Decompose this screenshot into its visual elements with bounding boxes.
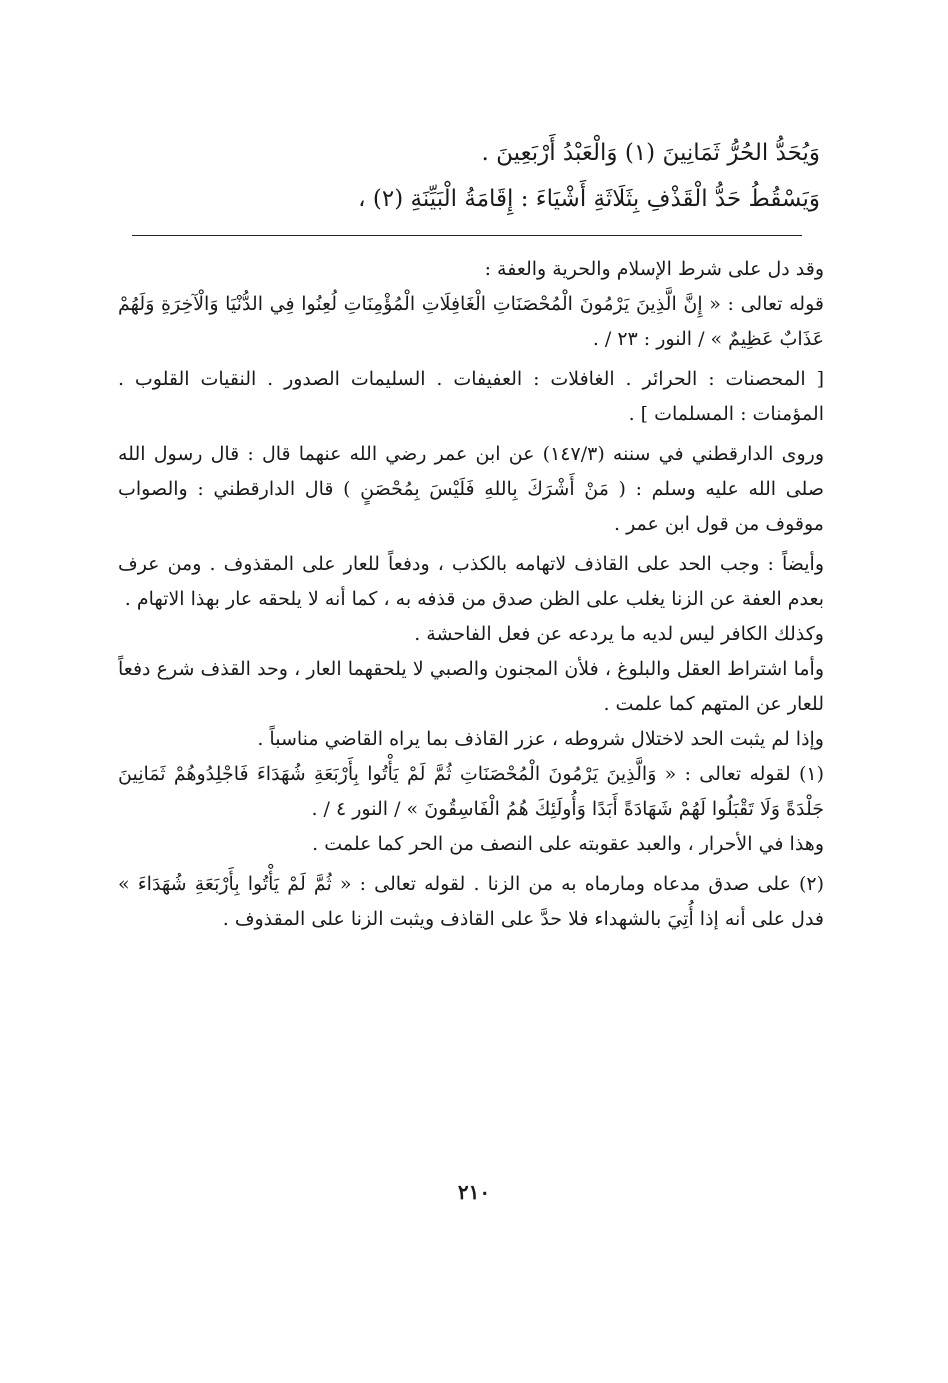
commentary-paragraph-7: وأما اشتراط العقل والبلوغ ، فلأن المجنون والصبي لا يلحقهما العار ، وحد القذف شرع دفعاً للعار عن المتهم كما علمت . [118, 658, 824, 715]
commentary-paragraph-3: [ المحصنات : الحرائر . الغافلات : العفيفات . السليمات الصدور . النقيات القلوب . المؤمنات : المسلمات ] . [118, 368, 824, 425]
matn-line-1: وَيُحَدُّ الحُرُّ ثَمَانِينَ (١) وَالْعَبْدُ أَرْبَعِينَ . [481, 140, 820, 166]
commentary-paragraph-5: وأيضاً : وجب الحد على القاذف لاتهامه بالكذب ، ودفعاً للعار على المقذوف . ومن عرف بعدم العفة عن الزنا يغلب على الظن صدق من قذفه به ، كما أنه لا يلحقه عار بهذا الاتهام . [118, 553, 824, 610]
commentary-paragraph-6: وكذلك الكافر ليس لديه ما يردعه عن فعل الفاحشة . [414, 623, 824, 645]
commentary-section [118, 252, 824, 937]
footnote-1-continuation: وهذا في الأحرار ، والعبد عقوبته على النصف من الحر كما علمت . [312, 833, 824, 855]
matn-text [120, 130, 820, 222]
commentary-paragraph-1: وقد دل على شرط الإسلام والحرية والعفة : [484, 258, 824, 280]
footnote-1: (١) لقوله تعالى : « وَالَّذِينَ يَرْمُونَ الْمُحْصَنَاتِ ثُمَّ لَمْ يَأْتُوا بِأَرْبَعَةِ شُهَدَاءَ فَاجْلِدُوهُمْ ثَمَانِينَ جَلْدَةً وَلَا تَقْبَلُوا لَهُمْ شَهَادَةً أَبَدًا وَأُولَئِكَ هُمُ الْفَاسِقُونَ » / النور ٤ / . [118, 763, 824, 820]
commentary-paragraph-2: قوله تعالى : « إِنَّ الَّذِينَ يَرْمُونَ الْمُحْصَنَاتِ الْغَافِلَاتِ الْمُؤْمِنَاتِ لُعِنُوا فِي الدُّنْيَا وَالْآخِرَةِ وَلَهُمْ عَذَابٌ عَظِيمٌ » / النور : ٢٣ / . [118, 293, 824, 350]
commentary-paragraph-4: وروى الدارقطني في سننه (١٤٧/٣) عن ابن عمر رضي الله عنهما قال : قال رسول الله صلى الله عليه وسلم : ( مَنْ أَشْرَكَ بِاللهِ فَلَيْسَ بِمُحْصَنٍ ) قال الدارقطني : والصواب موقوف من قول ابن عمر . [118, 443, 824, 535]
matn-line-2: وَيَسْقُطُ حَدُّ الْقَذْفِ بِثَلَاثَةِ أَشْيَاءَ : إِقَامَةُ الْبَيِّنَةِ (٢) ، [358, 186, 820, 212]
footnote-2: (٢) على صدق مدعاه ومارماه به من الزنا . لقوله تعالى : « ثُمَّ لَمْ يَأْتُوا بِأَرْبَعَةِ شُهَدَاءَ » فدل على أنه إذا أُتِيَ بالشهداء فلا حدَّ على القاذف ويثبت الزنا على المقذوف . [118, 873, 824, 930]
commentary-paragraph-8: وإذا لم يثبت الحد لاختلال شروطه ، عزر القاذف بما يراه القاضي مناسباً . [257, 728, 824, 750]
matn-divider [132, 235, 802, 236]
page-number: ٢١٠ [457, 1180, 491, 1204]
